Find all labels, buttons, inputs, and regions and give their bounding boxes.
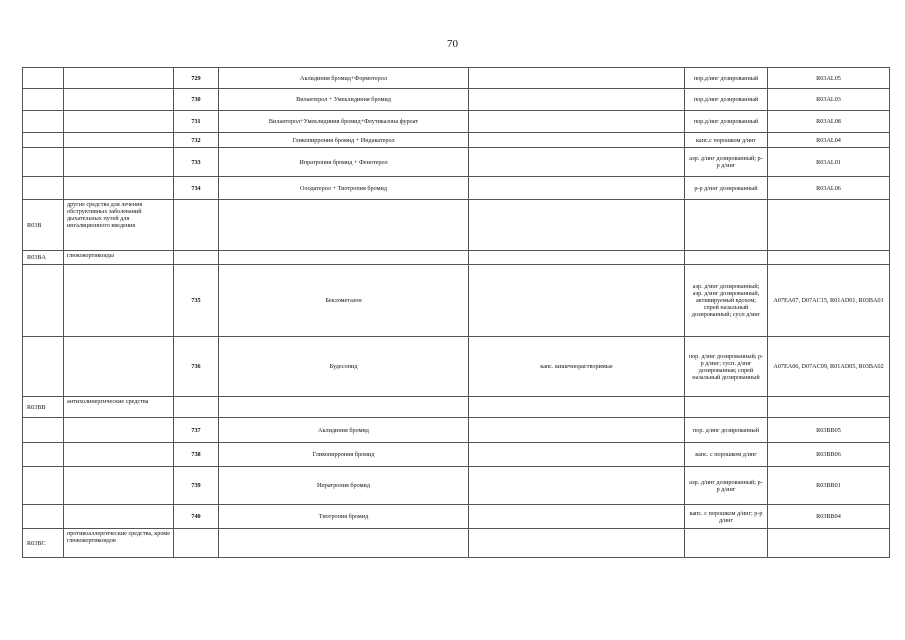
drug-extra-form — [469, 443, 685, 467]
group-description: глюкокортикоиды — [64, 251, 174, 265]
atc-code: R03BB01 — [768, 467, 890, 505]
atc-code: R03BB04 — [768, 505, 890, 529]
drug-name — [219, 529, 469, 558]
drug-extra-form — [469, 89, 685, 111]
dosage-form: аэр. д/инг дозированный; р-р д/инг — [685, 148, 768, 177]
group-description — [64, 337, 174, 397]
atc-code: A07EA07, D07AC15, R01AD01, R03BA01 — [768, 265, 890, 337]
dosage-form: аэр. д/инг дозированный; р-р д/инг — [685, 467, 768, 505]
row-number: 732 — [174, 133, 219, 148]
page-number: 70 — [447, 38, 458, 50]
group-description: противоаллергические средства, кроме глюкокортикоидов — [64, 529, 174, 558]
drug-name: Гликопиррония бромид + Индакатерол — [219, 133, 469, 148]
row-number: 740 — [174, 505, 219, 529]
group-description — [64, 177, 174, 200]
atc-code: R03AL01 — [768, 148, 890, 177]
dosage-form: р-р д/инг дозированный — [685, 177, 768, 200]
group-description: антихолинергические средства — [64, 397, 174, 418]
group-description — [64, 467, 174, 505]
atc-group-code: R03BA — [23, 251, 64, 265]
row-number: 733 — [174, 148, 219, 177]
table-row — [23, 68, 890, 89]
atc-code: R03AL08 — [768, 111, 890, 133]
drug-extra-form — [469, 467, 685, 505]
table-row — [23, 443, 890, 467]
atc-group-code — [23, 177, 64, 200]
table-row — [23, 200, 890, 251]
drug-extra-form — [469, 397, 685, 418]
drug-extra-form: капс. кишечнорастворимые — [469, 337, 685, 397]
drug-extra-form — [469, 505, 685, 529]
group-description — [64, 505, 174, 529]
atc-group-code — [23, 418, 64, 443]
atc-code — [768, 397, 890, 418]
drug-name — [219, 200, 469, 251]
atc-code — [768, 200, 890, 251]
atc-group-code: R03BB — [23, 397, 64, 418]
drug-extra-form — [469, 148, 685, 177]
row-number: 730 — [174, 89, 219, 111]
drug-name — [219, 251, 469, 265]
atc-group-code — [23, 68, 64, 89]
atc-code: R03BB05 — [768, 418, 890, 443]
drug-name: Гликопиррония бромид — [219, 443, 469, 467]
row-number: 735 — [174, 265, 219, 337]
atc-group-code: R03BC — [23, 529, 64, 558]
dosage-form: пор. д/инг дозированный; р-р д/инг; сусп. д/инг дозированная; спрей назальный дозированный — [685, 337, 768, 397]
row-number: 739 — [174, 467, 219, 505]
table-row — [23, 265, 890, 337]
atc-code: A07EA06, D07AC09, R01AD05, R03BA02 — [768, 337, 890, 397]
atc-group-code — [23, 337, 64, 397]
drug-extra-form — [469, 251, 685, 265]
drug-name: Ипратропия бромид — [219, 467, 469, 505]
drug-extra-form — [469, 200, 685, 251]
drug-name: Аклидиния бромид — [219, 418, 469, 443]
group-description — [64, 265, 174, 337]
table-row — [23, 133, 890, 148]
group-description: другие средства для лечения обструктивных заболеваний дыхательных путей для ингаляционного введения — [64, 200, 174, 251]
row-number — [174, 251, 219, 265]
atc-code: R03BB06 — [768, 443, 890, 467]
drug-extra-form — [469, 68, 685, 89]
atc-group-code: R03B — [23, 200, 64, 251]
atc-group-code — [23, 265, 64, 337]
atc-code: R03AL04 — [768, 133, 890, 148]
drug-name: Беклометазон — [219, 265, 469, 337]
dosage-form: аэр. д/инг дозированный; аэр. д/инг дозированный, активируемый вдохом; спрей назальный дозированный; сусп д/инг — [685, 265, 768, 337]
dosage-form — [685, 529, 768, 558]
drug-name: Будесонид — [219, 337, 469, 397]
drug-name: Вилантерол + Умеклидиния бромид — [219, 89, 469, 111]
group-description — [64, 111, 174, 133]
table-row — [23, 148, 890, 177]
atc-group-code — [23, 148, 64, 177]
row-number: 731 — [174, 111, 219, 133]
atc-code: R03AL05 — [768, 68, 890, 89]
atc-code: R03AL03 — [768, 89, 890, 111]
drug-name: Тиотропия бромид — [219, 505, 469, 529]
atc-code — [768, 529, 890, 558]
group-description — [64, 418, 174, 443]
atc-group-code — [23, 133, 64, 148]
drug-extra-form — [469, 111, 685, 133]
dosage-form: пор.д/инг дозированный — [685, 68, 768, 89]
table-row — [23, 111, 890, 133]
group-description — [64, 443, 174, 467]
row-number: 736 — [174, 337, 219, 397]
row-number: 729 — [174, 68, 219, 89]
dosage-form: капс. с порошком д/инг; р-р д/инг — [685, 505, 768, 529]
group-description — [64, 68, 174, 89]
table-row — [23, 89, 890, 111]
dosage-form — [685, 251, 768, 265]
table-row — [23, 251, 890, 265]
table-row — [23, 467, 890, 505]
atc-group-code — [23, 443, 64, 467]
drug-name: Олодатерол + Тиотропия бромид — [219, 177, 469, 200]
atc-group-code — [23, 505, 64, 529]
group-description — [64, 89, 174, 111]
dosage-form: капс.с порошком д/инг — [685, 133, 768, 148]
row-number — [174, 397, 219, 418]
atc-group-code — [23, 467, 64, 505]
group-description — [64, 148, 174, 177]
table-row — [23, 337, 890, 397]
drug-name — [219, 397, 469, 418]
row-number: 734 — [174, 177, 219, 200]
drug-extra-form — [469, 177, 685, 200]
group-description — [64, 133, 174, 148]
drug-extra-form — [469, 265, 685, 337]
dosage-form: пор.д/инг дозированный — [685, 111, 768, 133]
drug-extra-form — [469, 133, 685, 148]
table-row — [23, 397, 890, 418]
table-row — [23, 529, 890, 558]
row-number: 738 — [174, 443, 219, 467]
dosage-form — [685, 200, 768, 251]
table-row — [23, 177, 890, 200]
atc-group-code — [23, 111, 64, 133]
drug-name: Аклидиния бромид+Формотерол — [219, 68, 469, 89]
drug-extra-form — [469, 529, 685, 558]
atc-group-code — [23, 89, 64, 111]
dosage-form: пор.д/инг дозированный — [685, 89, 768, 111]
dosage-form: капс. с порошком д/инг — [685, 443, 768, 467]
atc-code — [768, 251, 890, 265]
drug-name: Вилантерол+Умеклидиния бромид+Флутиказона фуроат — [219, 111, 469, 133]
table-row — [23, 418, 890, 443]
row-number — [174, 200, 219, 251]
dosage-form — [685, 397, 768, 418]
drug-extra-form — [469, 418, 685, 443]
row-number: 737 — [174, 418, 219, 443]
row-number — [174, 529, 219, 558]
atc-code: R03AL06 — [768, 177, 890, 200]
drug-table — [22, 67, 890, 558]
table-row — [23, 505, 890, 529]
dosage-form: пор. д/инг дозированный — [685, 418, 768, 443]
drug-name: Ипратропия бромид + Фенотерол — [219, 148, 469, 177]
